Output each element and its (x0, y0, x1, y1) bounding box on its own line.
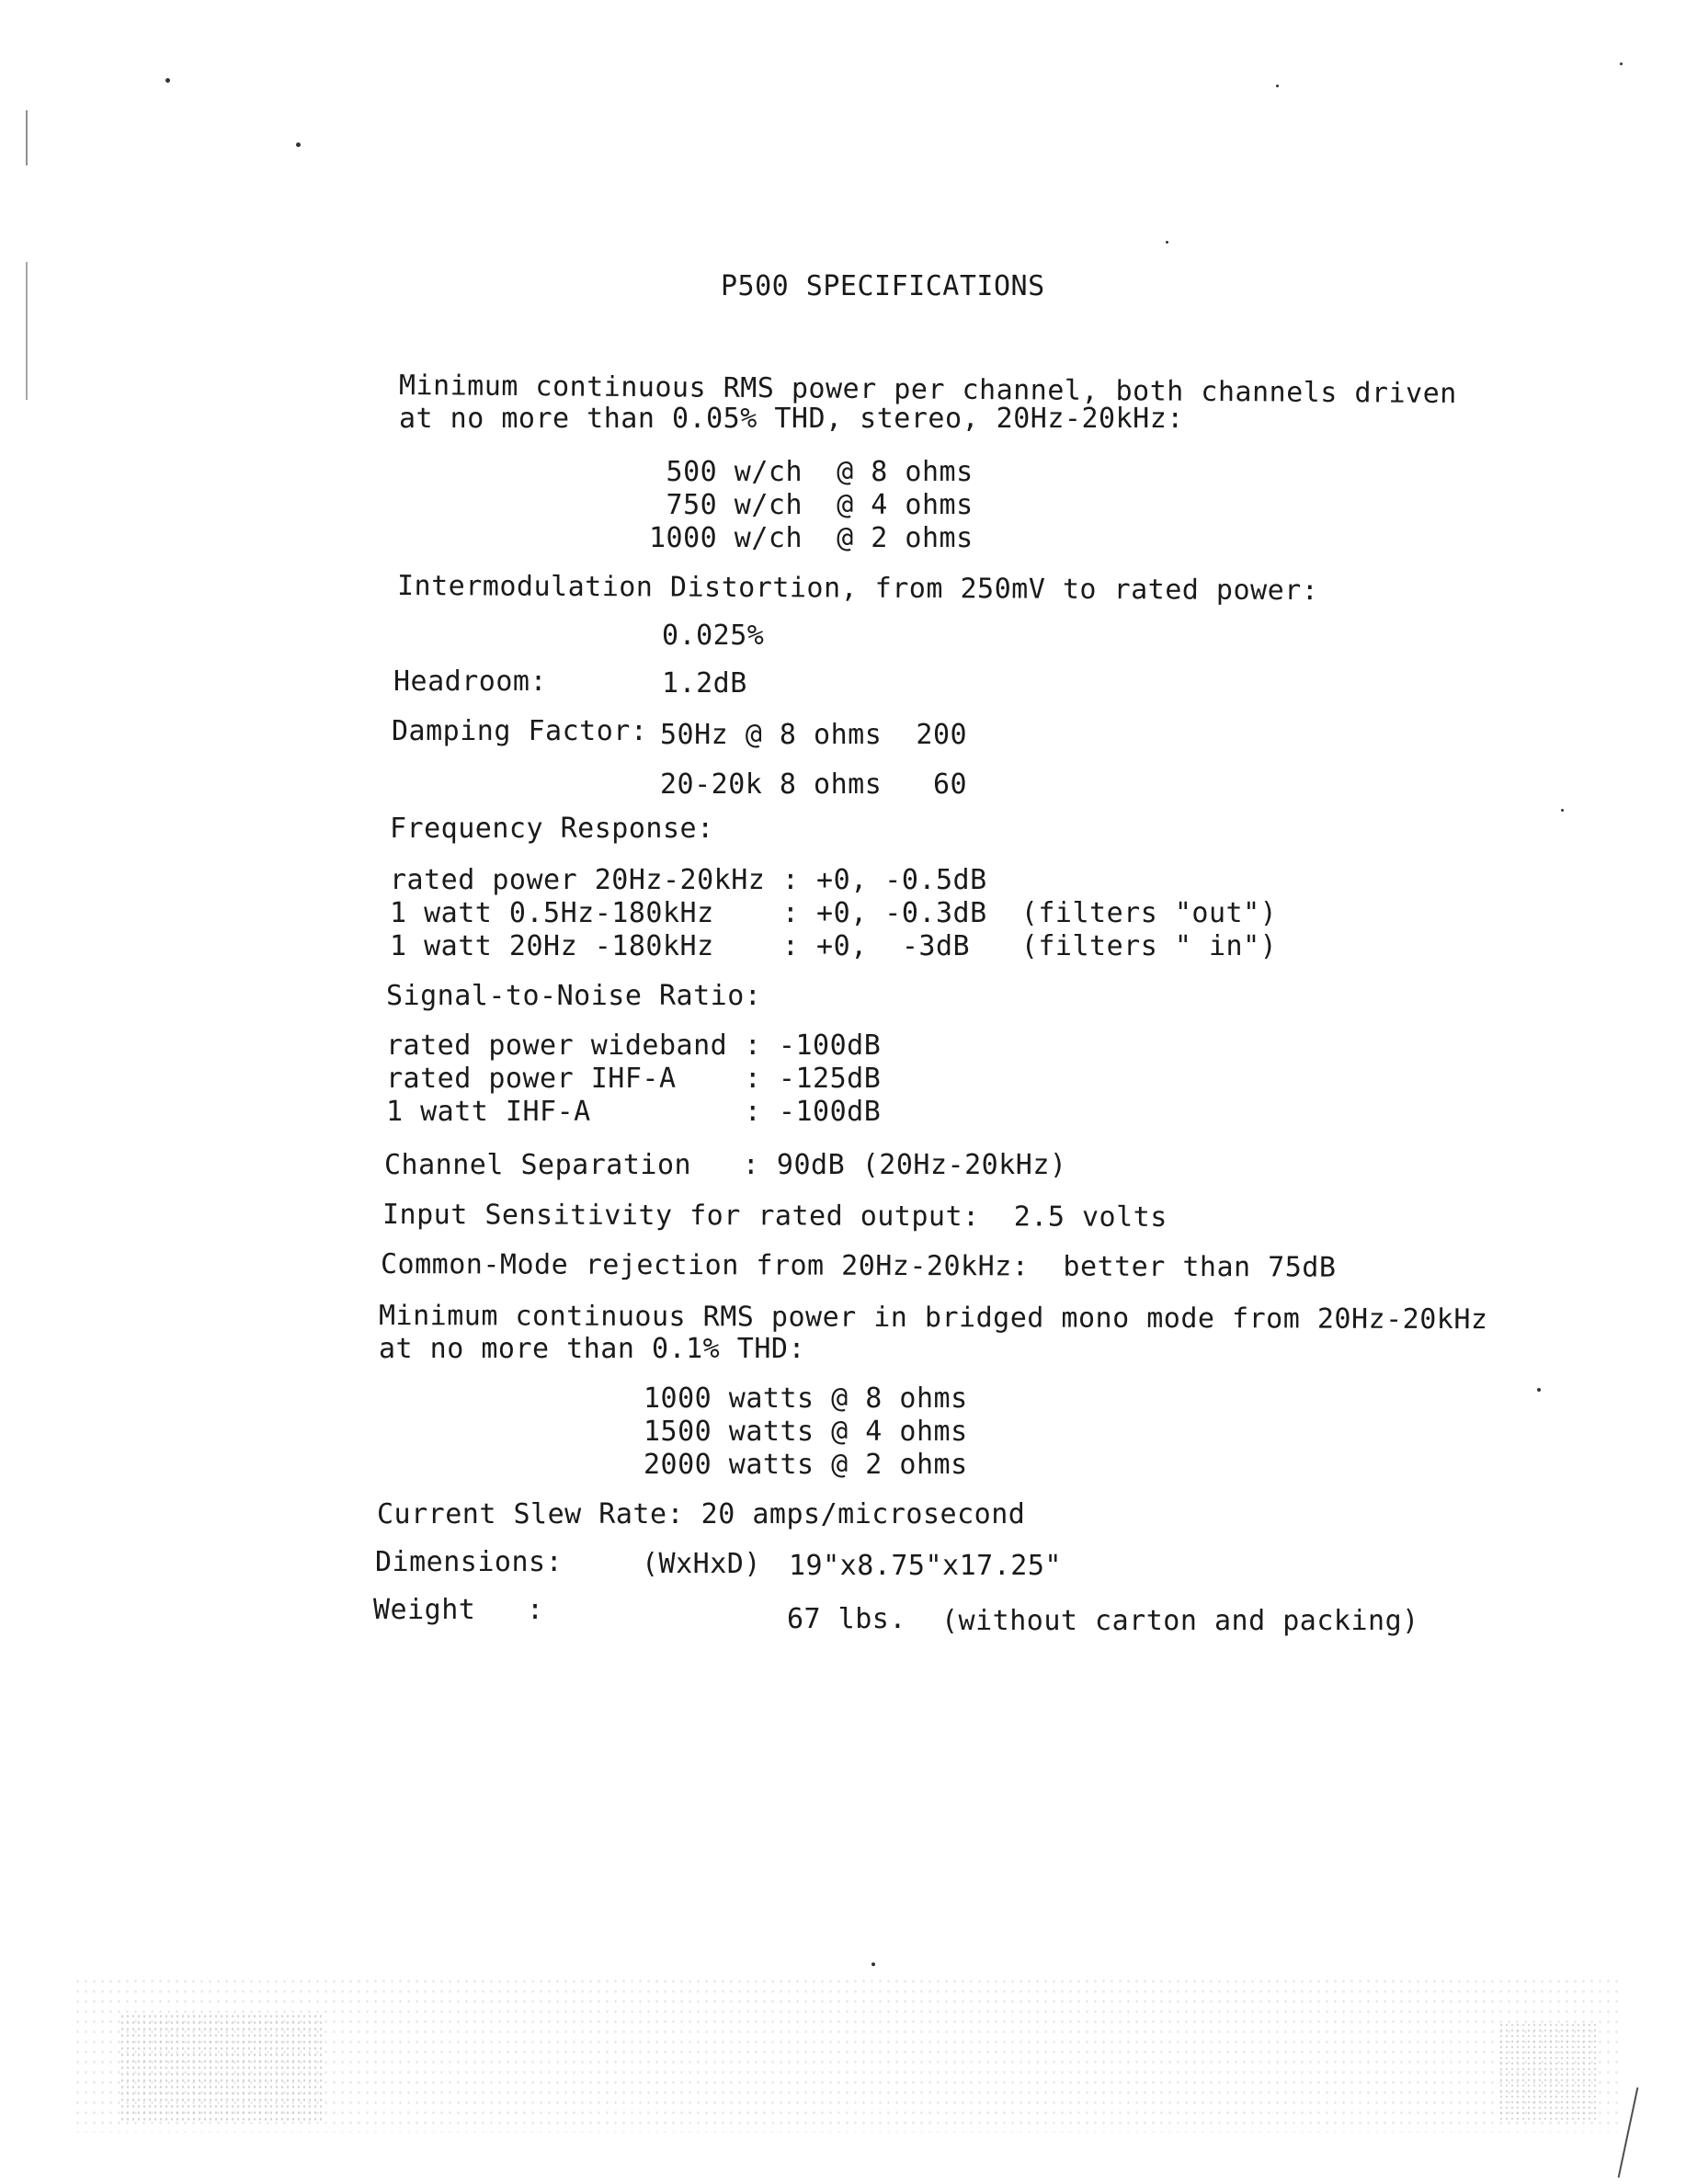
bridged-power-4ohm: 1500 watts @ 4 ohms (644, 1416, 968, 1448)
bridged-power-2ohm: 2000 watts @ 2 ohms (644, 1449, 968, 1481)
scan-dot (1620, 63, 1623, 65)
scan-edge-mark (1618, 2087, 1639, 2178)
binder-hole-mark-1 (26, 110, 28, 165)
scan-dot (165, 78, 170, 83)
common-mode-rejection: Common-Mode rejection from 20Hz-20kHz: better than 75dB (380, 1248, 1337, 1284)
stereo-power-4ohm: 750 w/ch @ 4 ohms (649, 489, 974, 521)
bridged-intro-line-1: Minimum continuous RMS power in bridged mono mode from 20Hz-20kHz (378, 1300, 1488, 1337)
dimensions-format: (WxHxD) (642, 1548, 761, 1580)
dimensions-label: Dimensions: (375, 1546, 564, 1578)
scan-dot (1561, 809, 1564, 812)
weight-note: (without carton and packing) (941, 1605, 1419, 1637)
scan-dot (1537, 1388, 1541, 1392)
imd-label: Intermodulation Distortion, from 250mV to rated power: (396, 570, 1319, 608)
binder-hole-mark-2 (26, 262, 28, 400)
weight-value: 67 lbs. (787, 1603, 906, 1635)
snr-row-3: 1 watt IHF-A : -100dB (386, 1096, 882, 1128)
weight-label: Weight : (373, 1594, 544, 1626)
input-sensitivity: Input Sensitivity for rated output: 2.5 volts (382, 1199, 1168, 1234)
scan-speckle-cluster-left (120, 2013, 322, 2123)
channel-separation: Channel Separation : 90dB (20Hz-20kHz) (384, 1149, 1067, 1181)
freq-response-row-3: 1 watt 20Hz -180kHz : +0, -3dB (filters " in") (390, 930, 1278, 962)
scan-dot (1276, 85, 1279, 87)
damping-row-2: 20-20k 8 ohms 60 (660, 768, 968, 801)
headroom-value: 1.2dB (662, 667, 747, 700)
stereo-power-2ohm: 1000 w/ch @ 2 ohms (649, 522, 974, 554)
scan-dot (871, 1962, 875, 1966)
headroom-label: Headroom: (393, 665, 548, 698)
freq-response-row-1: rated power 20Hz-20kHz : +0, -0.5dB (390, 864, 987, 896)
freq-response-label: Frequency Response: (390, 813, 714, 845)
slew-rate: Current Slew Rate: 20 amps/microsecond (377, 1498, 1026, 1530)
snr-row-1: rated power wideband : -100dB (386, 1029, 882, 1062)
page-title: P500 SPECIFICATIONS (721, 270, 1045, 302)
scan-speckle-cluster-right (1498, 2022, 1600, 2123)
stereo-power-8ohm: 500 w/ch @ 8 ohms (649, 456, 974, 488)
dimensions-value: 19"x8.75"x17.25" (789, 1550, 1062, 1582)
damping-label: Damping Factor: (392, 715, 648, 747)
scan-dot (1166, 241, 1168, 244)
power-intro-line-2: at no more than 0.05% THD, stereo, 20Hz-20kHz: (399, 403, 1184, 435)
bridged-intro-line-2: at no more than 0.1% THD: (379, 1333, 806, 1365)
scan-dot (296, 142, 301, 147)
power-intro-line-1: Minimum continuous RMS power per channel, both channels driven (398, 370, 1457, 411)
imd-value: 0.025% (662, 620, 765, 652)
snr-row-2: rated power IHF-A : -125dB (386, 1063, 882, 1095)
freq-response-row-2: 1 watt 0.5Hz-180kHz : +0, -0.3dB (filters "out") (390, 897, 1278, 929)
bridged-power-8ohm: 1000 watts @ 8 ohms (644, 1382, 968, 1415)
snr-label: Signal-to-Noise Ratio: (386, 980, 762, 1012)
damping-row-1: 50Hz @ 8 ohms 200 (660, 719, 968, 751)
